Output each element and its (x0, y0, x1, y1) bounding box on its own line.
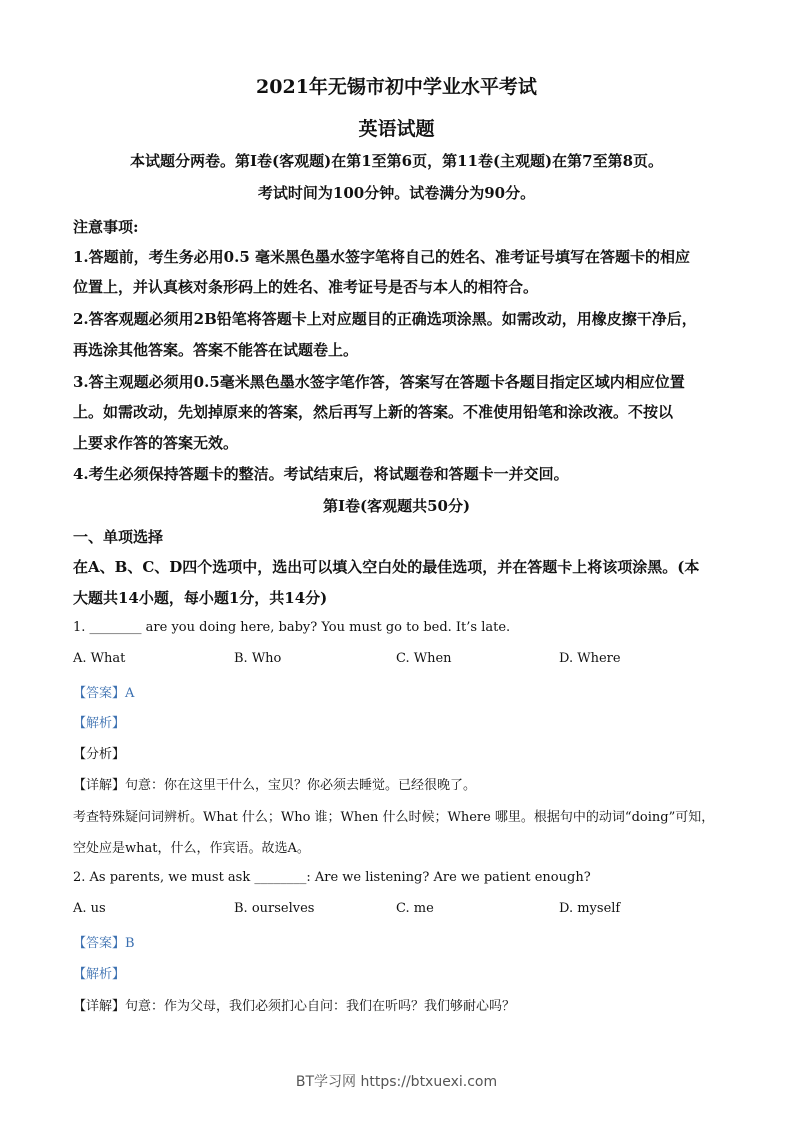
part-title: 第I卷(客观题共50分) (322, 497, 471, 515)
detail-text: 【详解】句意：作为父母，我们必须扪心自问：我们在听吗？我们够耐心吗？ (73, 999, 516, 1014)
notes-line: 1.答题前，考生务必用0.5 毫米黑色墨水签字笔将自己的姓名、准考证号填写在答题卡的相应 (73, 248, 690, 266)
analysis-tag: 【解析】 (73, 967, 126, 982)
notes-line: 上。如需改动，先划掉原来的答案，然后再写上新的答案。不准使用铅笔和涂改液。不按以 (73, 403, 674, 421)
option-c: C. When (396, 651, 452, 666)
section-heading: 一、单项选择 (73, 528, 164, 546)
notes-heading: 注意事项: (73, 218, 139, 236)
notes-line: 位置上，并认真核对条形码上的姓名、准考证号是否与本人的相符合。 (73, 278, 539, 296)
notes-line: 4.考生必须保持答题卡的整洁。考试结束后，将试题卷和答题卡一并交回。 (73, 465, 569, 483)
notes-line: 2.答客观题必须用2B铅笔将答题卡上对应题目的正确选项涂黑。如需改动，用橡皮擦干净后， (73, 310, 697, 328)
detail-text: 【详解】句意：你在这里干什么，宝贝？你必须去睡觉。已经很晚了。 (73, 778, 477, 793)
intro-line-1: 本试题分两卷。第I卷(客观题)在第1至第6页，第11卷(主观题)在第7至第8页。 (129, 152, 664, 170)
notes-line: 上要求作答的答案无效。 (73, 434, 239, 452)
question-stem: 1. ________ are you doing here, baby? You must go to bed. It’s late. (73, 620, 511, 635)
answer-tag: 【答案】B (73, 936, 135, 951)
intro-line-2: 考试时间为100分钟。试卷满分为90分。 (257, 184, 536, 202)
question-stem: 2. As parents, we must ask ________: Are we listening? Are we patient enough? (73, 870, 591, 885)
notes-line: 3.答主观题必须用0.5毫米黑色墨水签字笔作答，答案写在答题卡各题目指定区域内相应位置 (73, 373, 685, 391)
option-d: D. myself (559, 901, 621, 916)
section-instructions: 在A、B、C、D四个选项中，选出可以填入空白处的最佳选项，并在答题卡上将该项涂黑。(本 (73, 558, 700, 576)
explain-text: 考查特殊疑问词辨析。What 什么；Who 谁；When 什么时候；Where 哪里。根据句中的动词“doing”可知， (73, 810, 715, 825)
option-a: A. What (73, 651, 126, 666)
footer-watermark: BT学习网 https://btxuexi.com (295, 1074, 498, 1090)
notes-line: 再选涂其他答案。答案不能答在试题卷上。 (73, 341, 359, 359)
fenxi-tag: 【分析】 (73, 747, 126, 762)
option-b: B. Who (234, 651, 282, 666)
option-c: C. me (396, 901, 434, 916)
option-d: D. Where (559, 651, 621, 666)
exam-title: 2021年无锡市初中学业水平考试 (256, 76, 537, 98)
analysis-tag: 【解析】 (73, 716, 126, 731)
explain-text: 空处应是what，什么，作宾语。故选A。 (73, 841, 310, 856)
option-b: B. ourselves (234, 901, 315, 916)
option-a: A. us (73, 901, 106, 916)
section-instructions: 大题共14小题，每小题1分，共14分) (73, 589, 328, 607)
exam-subtitle: 英语试题 (358, 118, 435, 140)
answer-tag: 【答案】A (73, 686, 135, 701)
